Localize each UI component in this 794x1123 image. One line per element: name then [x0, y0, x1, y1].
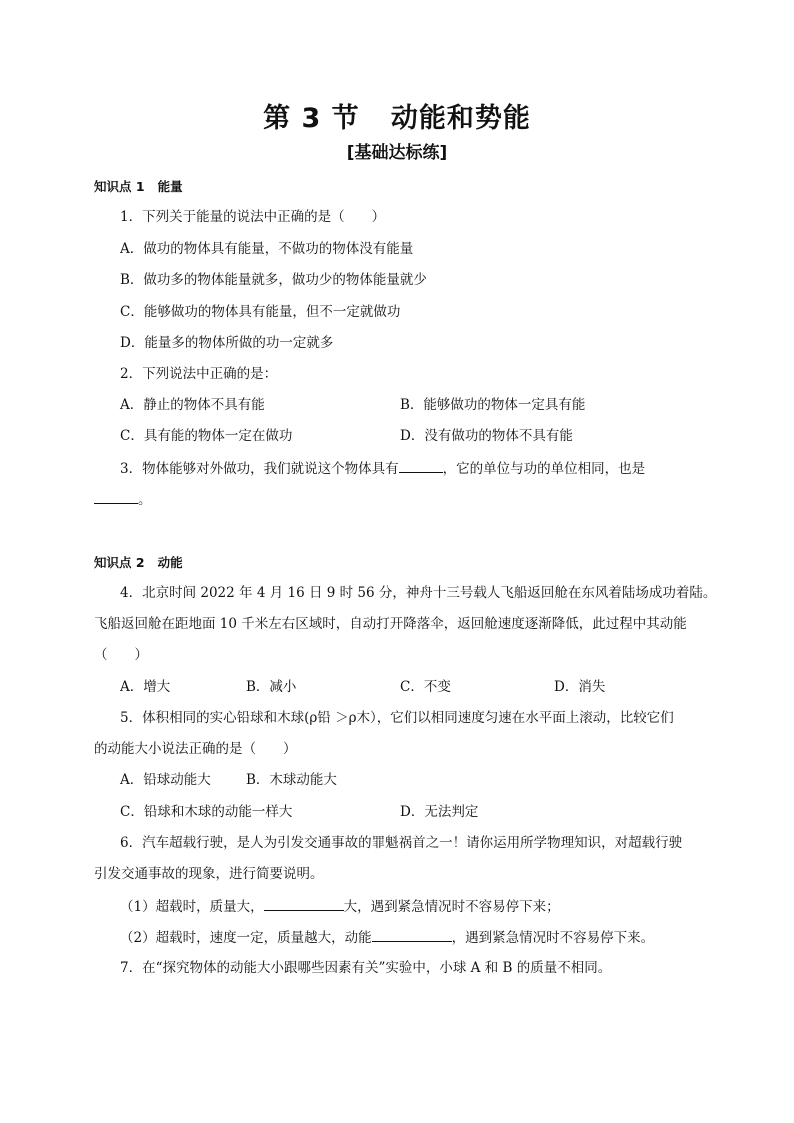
- answer-blank[interactable]: [399, 458, 443, 473]
- question-2-option-c: C．具有能的物体一定在做功: [120, 428, 293, 444]
- page-subtitle: [基础达标练]: [346, 143, 448, 163]
- question-5-option-b: B．木球动能大: [246, 772, 337, 788]
- question-6-line-1: 6．汽车超载行驶，是人为引发交通事故的罪魁祸首之一！请你运用所学物理知识，对超载行驶: [120, 835, 683, 851]
- question-6-part-1-text-b: 大，遇到紧急情况时不容易停下来；: [343, 899, 560, 915]
- question-6-part-2: [120, 927, 654, 948]
- question-1-option-d: D．能量多的物体所做的功一定就多: [120, 335, 334, 351]
- question-3-text-b: ，它的单位与功的单位相同，也是: [442, 461, 646, 477]
- answer-blank[interactable]: [372, 927, 452, 942]
- question-3-text-c: 。: [138, 492, 152, 508]
- question-6-line-2: 引发交通事故的现象，进行简要说明。: [94, 866, 324, 882]
- question-2-option-d: D．没有做功的物体不具有能: [400, 428, 573, 444]
- answer-blank[interactable]: [264, 896, 344, 911]
- question-4-line-3: （ ）: [94, 647, 148, 663]
- question-2-option-a: A．静止的物体不具有能: [120, 397, 265, 413]
- question-6-part-1: [120, 896, 560, 917]
- question-2-stem: 2．下列说法中正确的是：: [120, 366, 278, 382]
- answer-blank[interactable]: [94, 489, 138, 504]
- question-7-line-1: 7．在“探究物体的动能大小跟哪些因素有关”实验中，小球 A 和 B 的质量不相同。: [120, 960, 612, 976]
- question-4-option-c: C．不变: [400, 679, 451, 695]
- question-4-option-d: D．消失: [554, 679, 606, 695]
- question-6-part-2-text-b: ，遇到紧急情况时不容易停下来。: [451, 930, 655, 946]
- page-title: 第 3 节 动能和势能: [263, 103, 531, 134]
- question-1-option-c: C．能够做功的物体具有能量，但不一定就做功: [120, 304, 401, 320]
- question-6-part-2-text-a: （2）超载时，速度一定，质量越大，动能: [120, 930, 372, 946]
- question-4-option-b: B．减小: [246, 679, 297, 695]
- section-heading-kinetic-energy: 知识点 2 动能: [94, 555, 183, 570]
- question-3-line-2: [94, 489, 152, 510]
- question-5-option-c: C．铅球和木球的动能一样大: [120, 804, 293, 820]
- question-5-option-d: D．无法判定: [400, 804, 479, 820]
- section-heading-energy: 知识点 1 能量: [94, 179, 183, 194]
- question-2-option-b: B．能够做功的物体一定具有能: [400, 397, 586, 413]
- question-1-stem: 1．下列关于能量的说法中正确的是（ ）: [120, 209, 386, 225]
- question-4-line-2: 飞船返回舱在距地面 10 千米左右区域时，自动打开降落伞，返回舱速度逐渐降低，此过程中其动能: [94, 616, 687, 632]
- question-4-line-1: 4．北京时间 2022 年 4 月 16 日 9 时 56 分，神舟十三号载人飞船返回舱在东风着陆场成功着陆。: [120, 585, 717, 601]
- question-4-option-a: A．增大: [120, 679, 171, 695]
- question-1-option-b: B．做功多的物体能量就多，做功少的物体能量就少: [120, 272, 427, 288]
- question-5-line-2: 的动能大小说法正确的是（ ）: [94, 741, 297, 757]
- question-1-option-a: A．做功的物体具有能量，不做功的物体没有能量: [120, 241, 414, 257]
- question-3-line-1: [120, 458, 645, 479]
- question-6-part-1-text-a: （1）超载时，质量大，: [120, 899, 264, 915]
- question-5-option-a: A．铅球动能大: [120, 772, 211, 788]
- question-5-line-1: 5．体积相同的实心铅球和木球(ρ铅 ＞ρ木），它们以相同速度匀速在水平面上滚动，比较它们: [120, 710, 674, 726]
- question-3-text-a: 3．物体能够对外做功，我们就说这个物体具有: [120, 461, 399, 477]
